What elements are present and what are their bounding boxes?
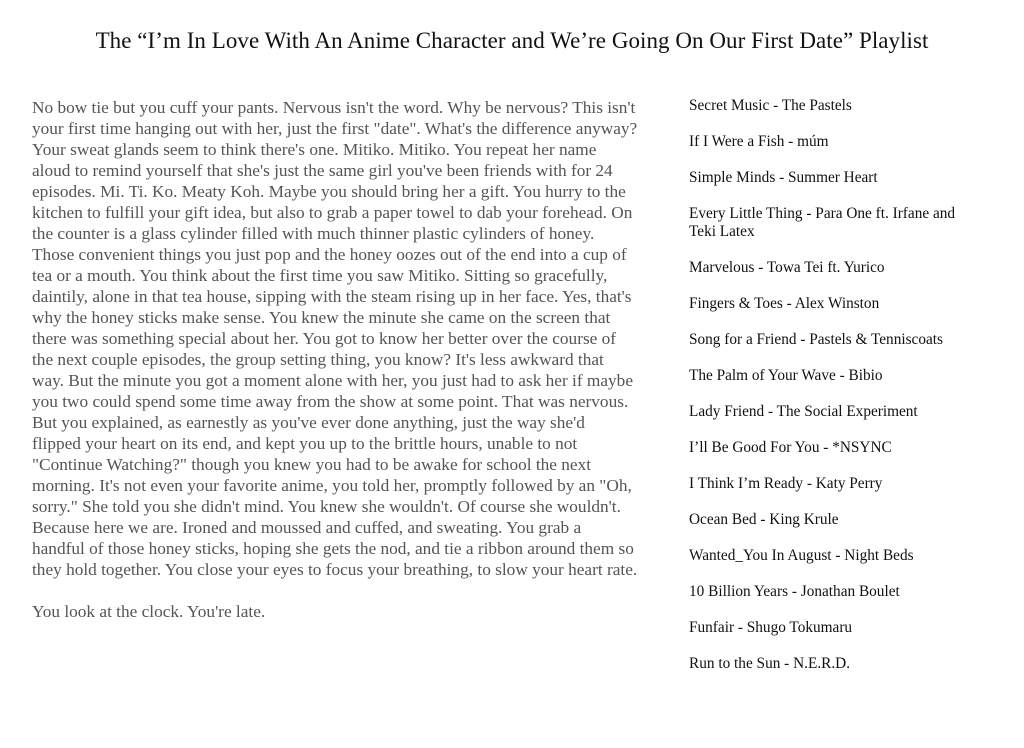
playlist-item: Song for a Friend - Pastels & Tenniscoats <box>689 331 943 348</box>
story-text <box>32 97 638 643</box>
playlist-item: I’ll Be Good For You - *NSYNC <box>689 439 892 456</box>
playlist-item: Run to the Sun - N.E.R.D. <box>689 655 851 672</box>
playlist-item: Funfair - Shugo Tokumaru <box>689 619 853 636</box>
playlist-item: Marvelous - Towa Tei ft. Yurico <box>689 259 885 276</box>
playlist-item: 10 Billion Years - Jonathan Boulet <box>689 583 900 600</box>
playlist-item: Lady Friend - The Social Experiment <box>689 403 918 420</box>
playlist-item: Fingers & Toes - Alex Winston <box>689 295 880 312</box>
playlist-item: Secret Music - The Pastels <box>689 97 852 114</box>
playlist-item: I Think I’m Ready - Katy Perry <box>689 475 883 492</box>
playlist-item: Ocean Bed - King Krule <box>689 511 839 528</box>
playlist-item: Every Little Thing - Para One ft. Irfane and Teki Latex <box>689 205 956 240</box>
story-paragraph-ending: You look at the clock. You're late. <box>32 602 266 621</box>
page-title: The “I’m In Love With An Anime Character and We’re Going On Our First Date” Playlist <box>95 28 929 53</box>
playlist-item: If I Were a Fish - múm <box>689 133 829 150</box>
playlist-item: Simple Minds - Summer Heart <box>689 169 878 186</box>
playlist-item: The Palm of Your Wave - Bibio <box>689 367 883 384</box>
playlist <box>689 97 984 691</box>
story-paragraph-main: No bow tie but you cuff your pants. Nervous isn't the word. Why be nervous? This isn't your first time hanging out with her, just the first "date". What's the difference anyway? Your sweat glands seem to think there's one. Mitiko. Mitiko. You repeat her name aloud to remind yourself that she's just the same girl you've been friends with for 24 episodes. Mi. Ti. Ko. Meaty Koh. Maybe you should bring her a gift. You hurry to the kitchen to fulfill your gift idea, but also to grab a paper towel to dab your forehead. On the counter is a glass cylinder filled with much thinner plastic cylinders of honey. Those convenient things you just pop and the honey oozes out of the end into a cup of tea or a mouth. You think about the first time you saw Mitiko. Sitting so gracefully, daintily, alone in that tea house, sipping with the steam rising up in her face. Yes, that's why the honey sticks make sense. You knew the minute she came on the screen that there was something special about her. You got to know her better over the course of the next couple episodes, the group setting thing, you know? It's less awkward that way. But the minute you got a moment alone with her, you just had to ask her if maybe you two could spend some time away from the show at some point. That was nervous. But you explained, as earnestly as you've ever done anything, just the way she'd flipped your heart on its end, and kept you up to the brittle hours, unable to not "Continue Watching?" though you knew you had to be awake for school the next morning. It's not even your favorite anime, you told her, promptly followed by an "Oh, sorry." She told you she didn't mind. You knew she wouldn't. Of course she wouldn't. Because here we are. Ironed and moussed and cuffed, and sweating. You grab a handful of those honey sticks, hoping she gets the nod, and tie a ribbon around them so they hold together. You close your eyes to focus your breathing, to slow your heart rate. <box>32 98 638 579</box>
playlist-item: Wanted_You In August - Night Beds <box>689 547 914 564</box>
